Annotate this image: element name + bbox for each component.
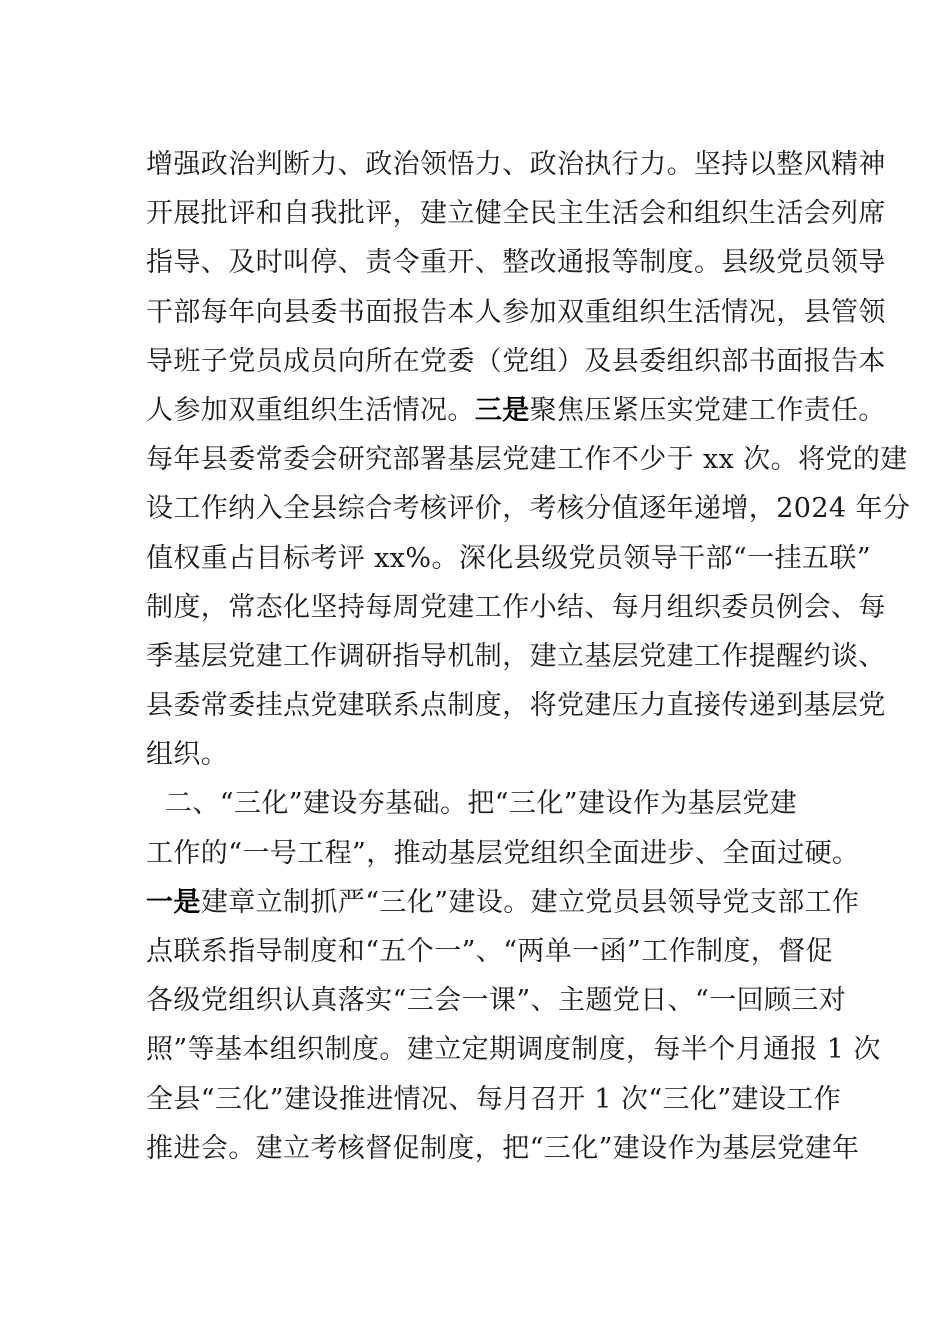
text-line-8: 设工作纳入全县综合考核评价，考核分值逐年递增，2024 年分 — [146, 493, 911, 525]
line-6-post: 聚焦压紧压实党建工作责任。 — [529, 394, 886, 426]
emphasis-san-shi: 三是 — [474, 394, 530, 426]
text-line-18: 各级党组织认真落实“三会一课”、主题党日、“一回顾三对 — [146, 985, 847, 1017]
text-line-13: 组织。 — [146, 739, 229, 771]
text-line-6 — [146, 386, 886, 435]
text-line-11: 季基层党建工作调研指导机制，建立基层党建工作提醒约谈、 — [146, 640, 886, 672]
section-heading-two: 二、“三化”建设夯基础。把“三化”建设作为基层党建 — [165, 788, 798, 820]
text-line-3: 指导、及时叫停、责令重开、整改通报等制度。县级党员领导 — [146, 247, 886, 279]
text-line-12: 县委常委挂点党建联系点制度，将党建压力直接传递到基层党 — [146, 690, 886, 722]
text-line-7: 每年县委常委会研究部署基层党建工作不少于 xx 次。将党的建 — [146, 444, 908, 476]
text-line-9: 值权重占目标考评 xx%。深化县级党员领导干部“一挂五联” — [146, 542, 871, 574]
text-line-2: 开展批评和自我批评，建立健全民主生活会和组织生活会列席 — [146, 198, 886, 230]
text-line-19: 照”等基本组织制度。建立定期调度制度，每半个月通报 1 次 — [146, 1034, 881, 1066]
text-line-15: 工作的“一号工程”，推动基层党组织全面进步、全面过硬。 — [146, 837, 860, 869]
text-line-5: 导班子党员成员向所在党委（党组）及县委组织部书面报告本 — [146, 345, 886, 377]
text-line-17: 点联系指导制度和“五个一”、“两单一函”工作制度，督促 — [146, 936, 834, 967]
text-line-20: 全县“三化”建设推进情况、每月召开 1 次“三化”建设工作 — [146, 1083, 842, 1115]
text-line-16 — [146, 878, 860, 927]
line-6-pre: 人参加双重组织生活情况。 — [146, 394, 475, 426]
body-text — [146, 140, 911, 1173]
text-line-1: 增强政治判断力、政治领悟力、政治执行力。坚持以整风精神 — [146, 149, 886, 180]
text-line-4: 干部每年向县委书面报告本人参加双重组织生活情况，县管领 — [146, 296, 886, 328]
text-line-21: 推进会。建立考核督促制度，把“三化”建设作为基层党建年 — [146, 1132, 860, 1164]
text-line-10: 制度，常态化坚持每周党建工作小结、每月组织委员例会、每 — [146, 591, 886, 623]
emphasis-yi-shi: 一是 — [146, 886, 201, 918]
line-16-post: 建章立制抓严“三化”建设。建立党员县领导党支部工作 — [200, 886, 860, 918]
